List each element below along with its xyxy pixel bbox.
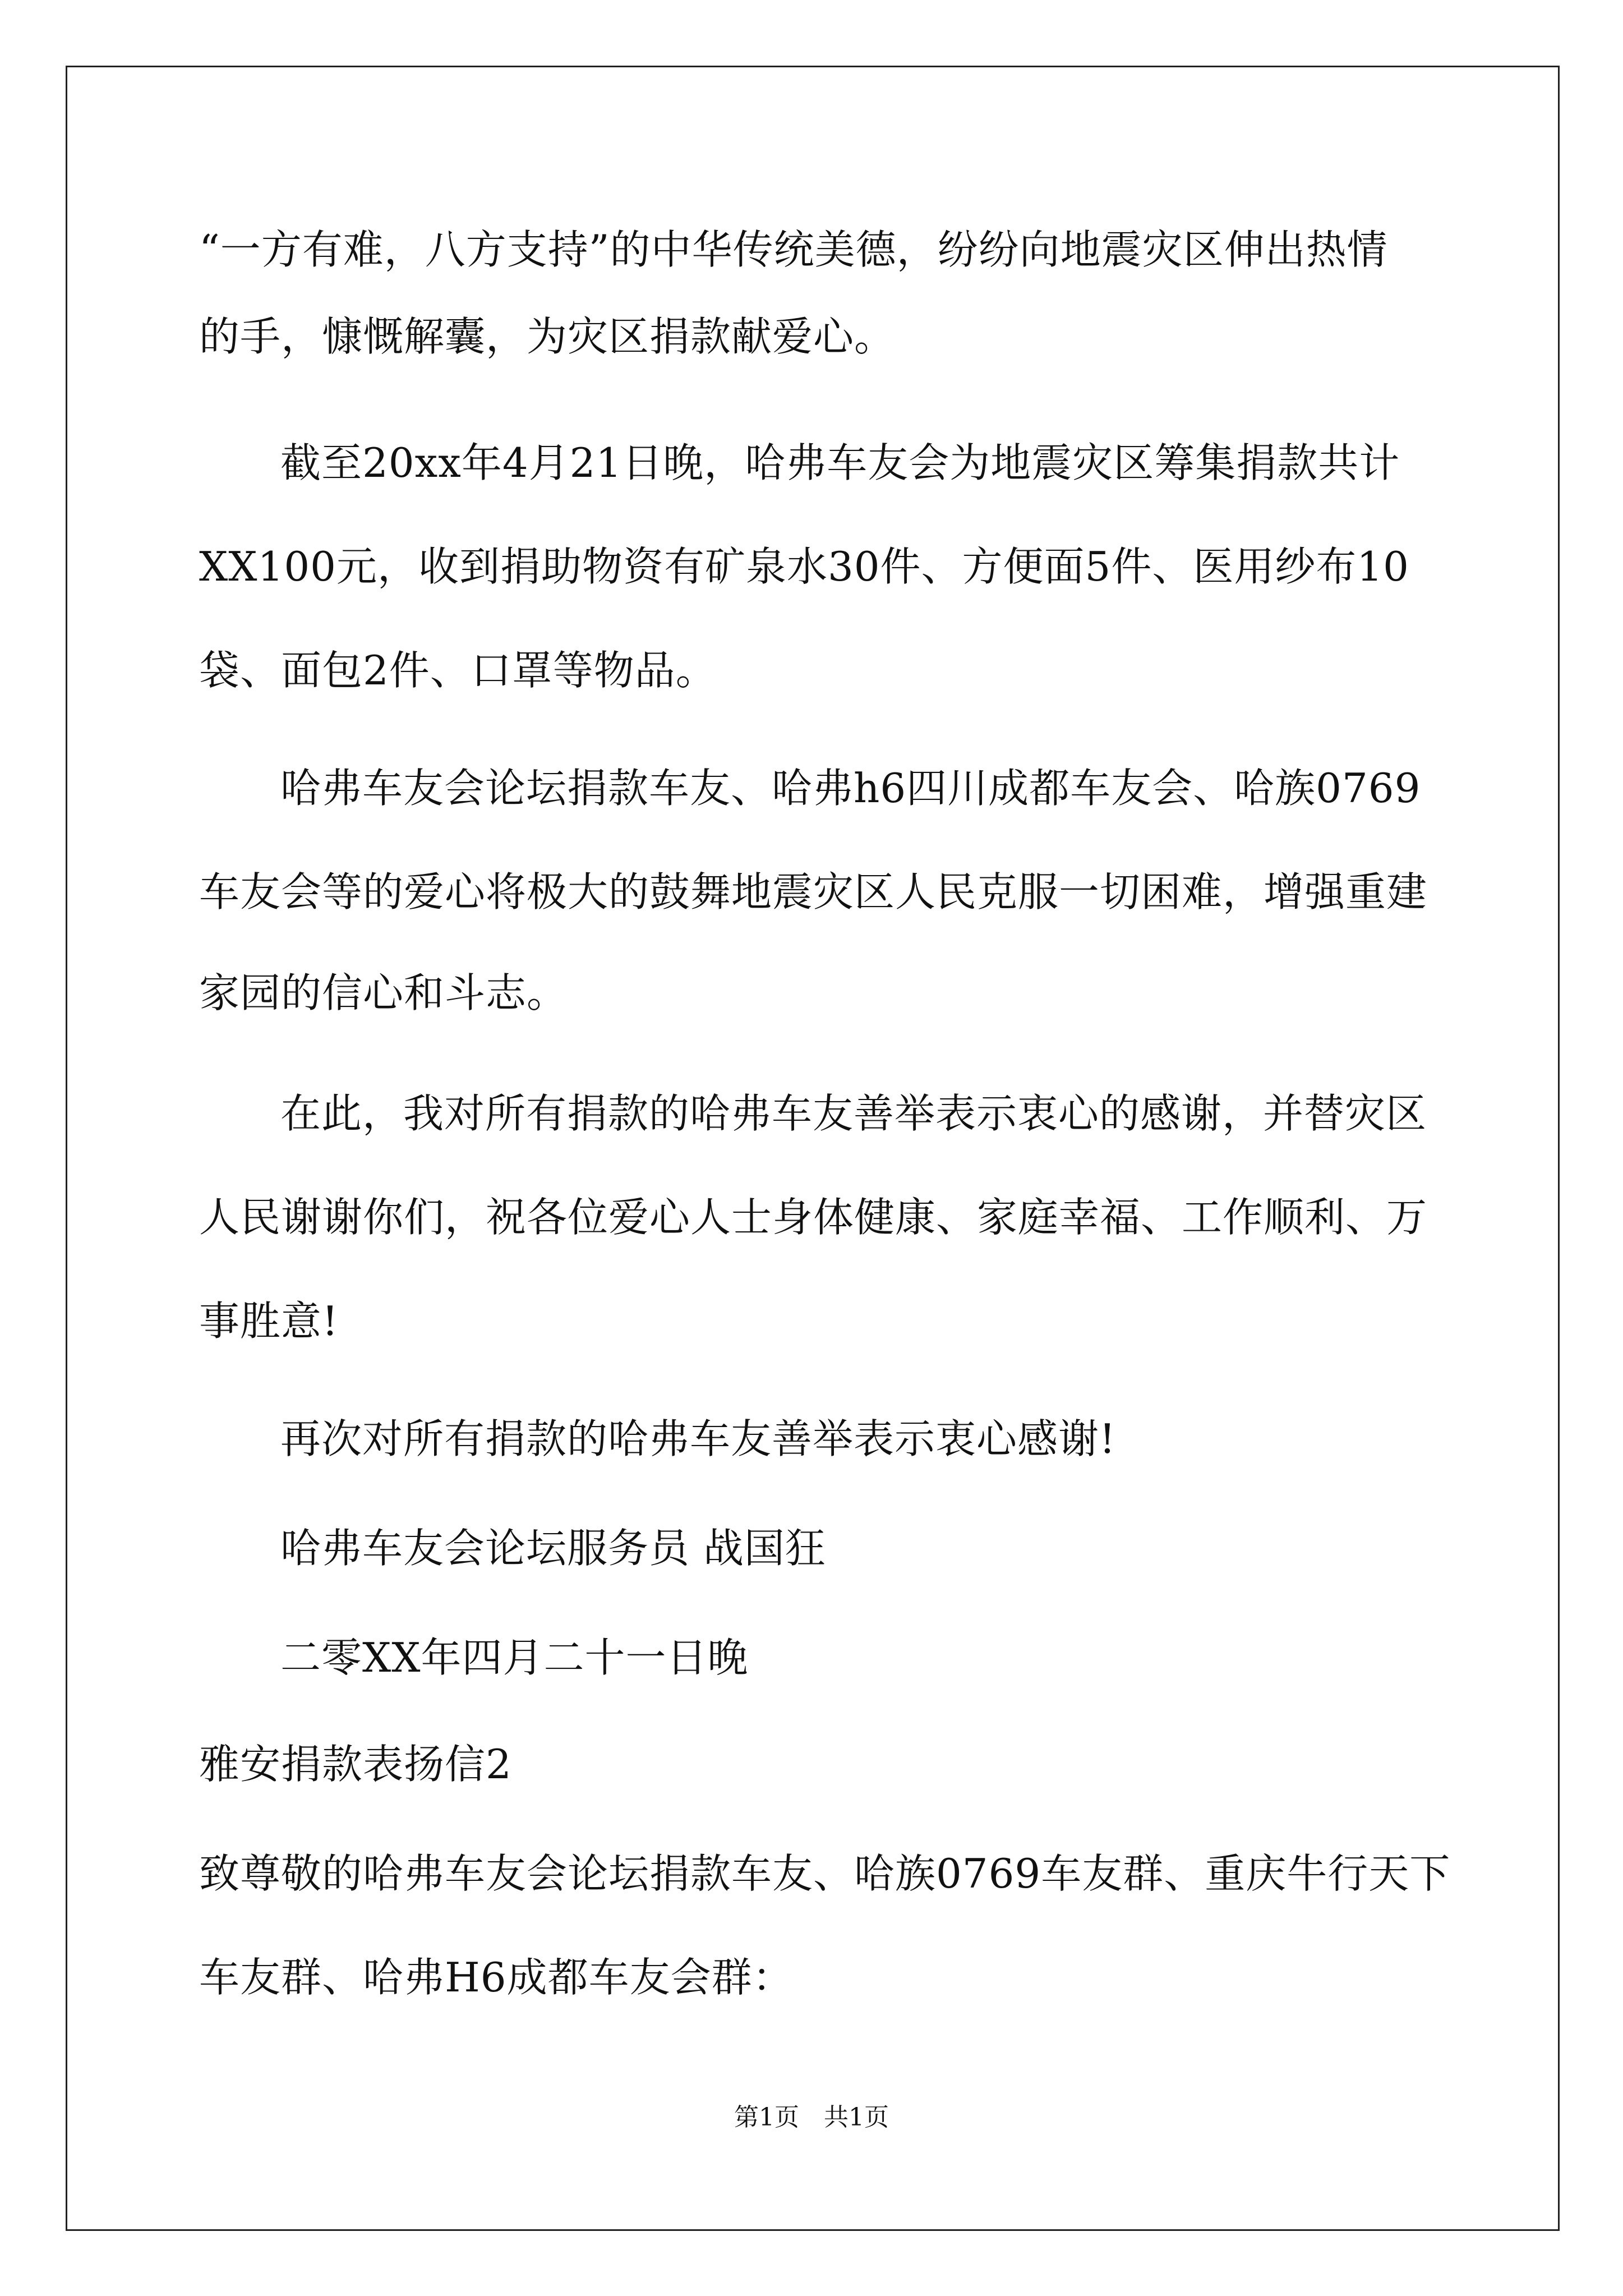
paragraph-line: 在此，我对所有捐款的哈弗车友善举表示衷心的感谢，并替灾区 xyxy=(280,1090,1427,1137)
body-line: 的手，慷慨解囊，为灾区捐款献爱心。 xyxy=(199,313,896,360)
date-line: 二零XX年四月二十一日晚 xyxy=(280,1634,749,1681)
signature-line: 哈弗车友会论坛服务员 战国狂 xyxy=(280,1525,826,1572)
body-line: 人民谢谢你们，祝各位爱心人士身体健康、家庭幸福、工作顺利、万 xyxy=(199,1194,1428,1241)
paragraph-line: 哈弗车友会论坛捐款车友、哈弗h6四川成都车友会、哈族0769 xyxy=(280,765,1421,812)
body-line: XX100元，收到捐助物资有矿泉水30件、方便面5件、医用纱布10 xyxy=(199,543,1409,590)
body-line: 车友会等的爱心将极大的鼓舞地震灾区人民克服一切困难，增强重建 xyxy=(199,868,1428,915)
body-line: 袋、面包2件、口罩等物品。 xyxy=(199,647,717,694)
paragraph-line: 截至20xx年4月21日晚，哈弗车友会为地震灾区筹集捐款共计 xyxy=(280,439,1400,486)
salutation-line: 致尊敬的哈弗车友会论坛捐款车友、哈族0769车友群、重庆牛行天下 xyxy=(199,1850,1451,1897)
page-border xyxy=(66,66,1560,2231)
body-line: 家园的信心和斗志。 xyxy=(199,969,568,1016)
body-line: “一方有难，八方支持”的中华传统美德，纷纷向地震灾区伸出热情 xyxy=(199,226,1388,273)
salutation-line: 车友群、哈弗H6成都车友会群： xyxy=(199,1954,794,2001)
body-line: 事胜意! xyxy=(199,1297,339,1345)
page-footer: 第1页 共1页 xyxy=(734,2103,889,2132)
section-heading: 雅安捐款表扬信2 xyxy=(199,1741,512,1788)
paragraph-line: 再次对所有捐款的哈弗车友善举表示衷心感谢! xyxy=(280,1415,1116,1462)
